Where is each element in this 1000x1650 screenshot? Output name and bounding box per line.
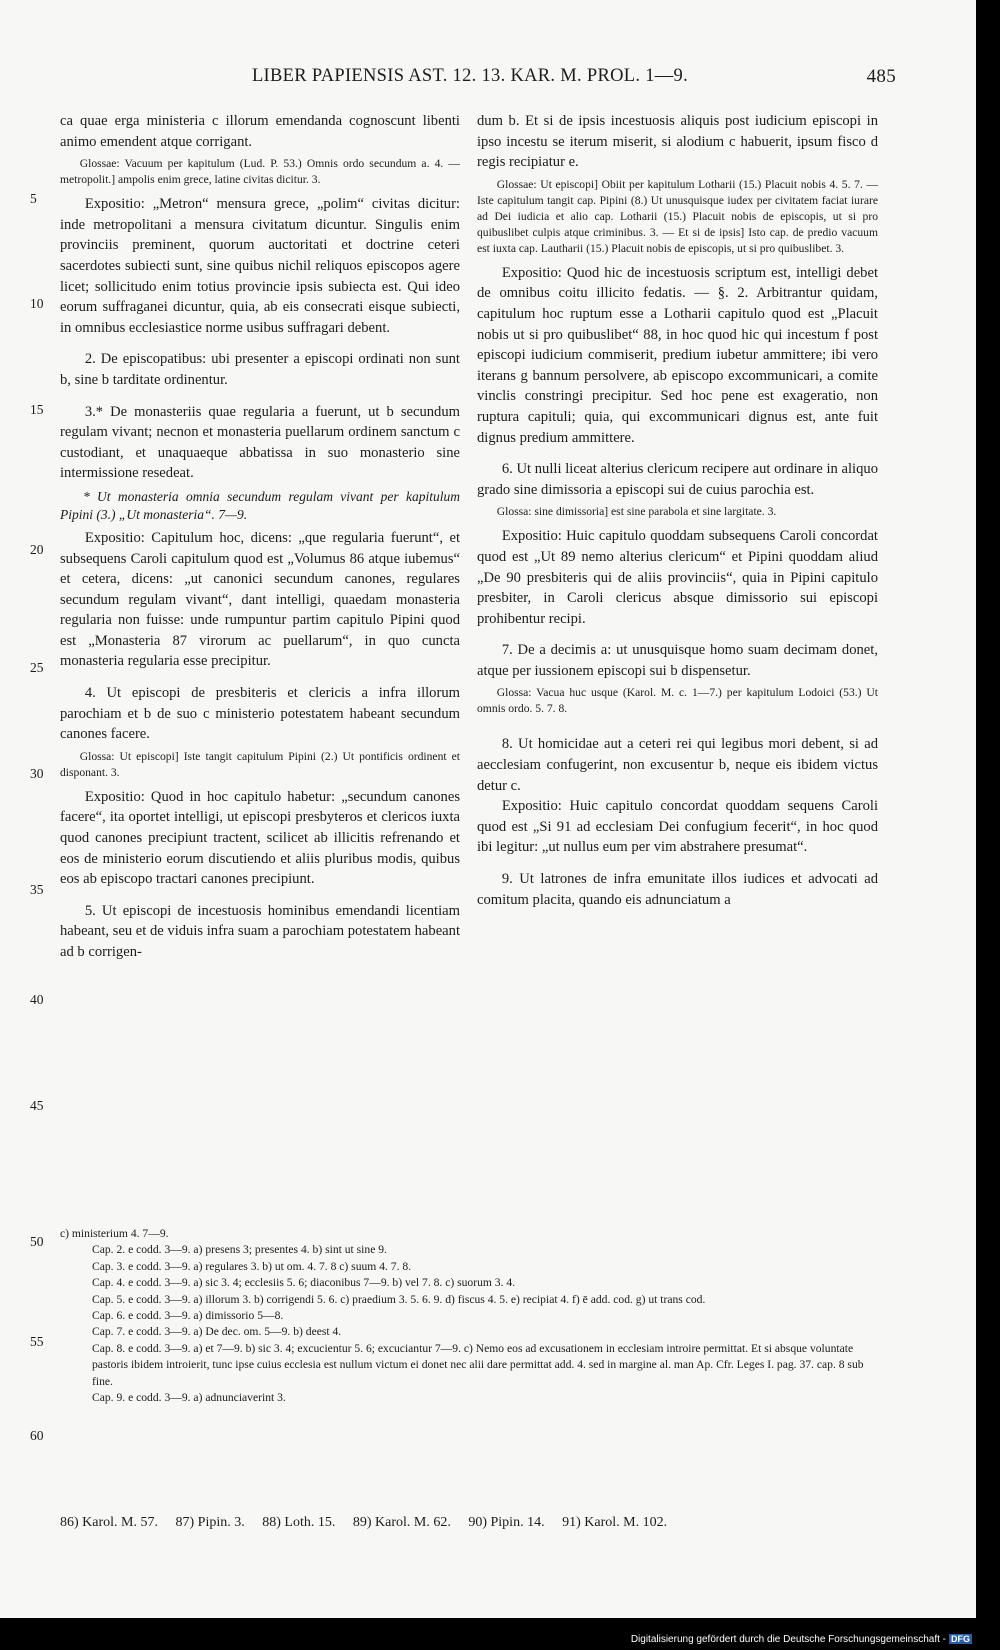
scan-border-right <box>976 0 1000 1650</box>
apparatus-line: Cap. 2. e codd. 3—9. a) presens 3; presentes 4. b) sint ut sine 9. <box>92 1243 387 1257</box>
apparatus-line: Cap. 4. e codd. 3—9. a) sic 3. 4; ecclesiis 5. 6; diaconibus 7—9. b) vel 7. 8. c) suorum 3. 4. <box>92 1276 516 1290</box>
line-number: 20 <box>30 542 44 557</box>
line-number: 40 <box>30 992 44 1007</box>
line-number: 45 <box>30 1098 44 1113</box>
paragraph: ca quae erga ministeria c illorum emendanda cognoscunt libenti animo emendent atque corrigant. <box>60 113 460 150</box>
apparatus-line: Cap. 5. e codd. 3—9. a) illorum 3. b) corrigendi 5. 6. c) praedium 3. 5. 6. 9. d) fiscus 4. 5. e) recipiat 4. f) ē add. cod. g) ut trans cod. <box>92 1292 706 1306</box>
glossae: Glossae: Ut episcopi] Obiit per kapitulum Lotharii (15.) Placuit nobis 4. 5. 7. — Iste capitulum tangit cap. Pipini (8.) Ut unusquisque iudex per civitatem faciat iurare ad Dei iudicia et alio cap. Lotharii (15.) Placuit nobis de episcopis, ut si pro quibuslibet culpis atque criminibus. 3. — Et si de ipsis] Isto cap. de predio vacuum est iuxta cap. Lautharii (15.) Placuit nobis de episcopis, ut si pro quibuslibet. 3. <box>477 177 878 255</box>
right-column <box>477 111 878 910</box>
glossa: Glossa: Ut episcopi] Iste tangit capitulum Pipini (2.) Ut pontificis ordinent et disponant. 3. <box>60 749 460 779</box>
line-number: 35 <box>30 882 44 897</box>
reference: 89) Karol. M. 62. <box>352 1515 451 1530</box>
dfg-logo-icon: DFG <box>951 1634 970 1644</box>
chapter-9: 9. Ut latrones de infra emunitate illos iudices et advocati ad comitum placita, quando eis adnunciatum a <box>477 871 878 908</box>
chapter-4: 4. Ut episcopi de presbiteris et clericis a infra illorum parochiam et b de suo c ministerio potestatem habeant secundum canones facere. <box>60 685 460 743</box>
paragraph: dum b. Et si de ipsis incestuosis aliquis post iudicium episcopi in ipso incestu se iterum miserit, si alodium c habuerit, ipsum fisco d regis recipiatur e. <box>477 113 878 171</box>
reference: 87) Pipin. 3. <box>175 1515 245 1530</box>
footer-text: Digitalisierung gefördert durch die Deutsche Forschungsgemeinschaft - <box>630 1634 946 1645</box>
apparatus-line: Cap. 7. e codd. 3—9. a) De dec. om. 5—9. b) deest 4. <box>92 1325 342 1339</box>
line-number: 10 <box>30 296 44 311</box>
apparatus-line: Cap. 9. e codd. 3—9. a) adnunciaverint 3. <box>92 1391 286 1405</box>
chapter-3: 3.* De monasteriis quae regularia a fuerunt, ut b secundum regulam vivant; necnon et monasteria puellarum ordinem sanctum c custodiant, et unaquaeque abbatissa in suo monasterio sine intermissione resedeat. <box>60 403 460 482</box>
running-title: LIBER PAPIENSIS AST. 12. 13. KAR. M. PROL. 1—9. <box>251 66 689 86</box>
expositio: Expositio: Capitulum hoc, dicens: „que regularia fuerunt“, et subsequens Caroli capitulum quod est „Volumus 86 atque iubemus“ et cetera, dicens: „ut canonici secundum canones, regulares secundum regulam vivant“, dant intelligi, quaedam monasteria regularia non fuisse: unde rumpuntur partim capitulo Pipini quod est „Monasteria 87 virorum ac puellarum“, in quo cuncta monasteria regularia esse precipitur. <box>60 529 460 670</box>
chapter-5: 5. Ut episcopi de incestuosis hominibus emendandi licentiam habeant, seu et de viduis infra suam a parochiam potestatem habeant ad b corrigen- <box>60 902 460 960</box>
expositio: Expositio: Quod hic de incestuosis scriptum est, intelligi debet de omnibus coitu illicito fedatis. — §. 2. Arbitrantur quidam, capitulum hoc ruptum esse a Lotharii capitulo quod est „Placuit nobis ut si pro quibuslibet“ 88, in hoc quod hic qui incestum f post episcopi iudicium commiserit, predium iubetur ammittere; ibi vero iterans g bannum persolvere, ab episcopo excommunicari, a comite vinclis constringi precipitur. Sed hoc pene est exageratio, non ruptura capituli; quia, qui excommunicari dignus est, ante fuit dignus predium ammittere. <box>477 264 878 446</box>
left-column <box>60 111 460 963</box>
critical-apparatus <box>60 1226 880 1406</box>
page-number: 485 <box>866 66 896 87</box>
chapter-3-note: * Ut monasteria omnia secundum regulam vivant per kapitulum Pipini (3.) „Ut monasteria“. 7—9. <box>60 488 460 522</box>
chapter-6: 6. Ut nulli liceat alterius clericum recipere aut ordinare in aliquo grado sine dimissoria a episcopi sui de cuius parochia est. <box>477 461 878 498</box>
apparatus-line: Cap. 3. e codd. 3—9. a) regulares 3. b) ut om. 4. 7. 8 c) suum 4. 7. 8. <box>92 1259 412 1273</box>
chapter-8: 8. Ut homicidae aut a ceteri rei qui legibus mori debent, si ad aecclesiam confugerint, non excusentur b, neque eis ibidem victus detur c. <box>477 736 878 794</box>
reference: 90) Pipin. 14. <box>468 1515 545 1530</box>
reference: 91) Karol. M. 102. <box>562 1515 668 1530</box>
glossae: Glossae: Vacuum per kapitulum (Lud. P. 53.) Omnis ordo secundum a. 4. — metropolit.] ampolis enim grece, latine civitas dicitur. 3. <box>60 157 460 187</box>
line-number: 25 <box>30 660 44 675</box>
line-number: 50 <box>30 1234 44 1249</box>
reference-notes <box>60 1515 880 1531</box>
expositio: Expositio: Quod in hoc capitulo habetur: „secundum canones facere“, ita oportet intelligi, ut episcopi presbyteros et clericos iuxta quod canones precipiunt tractent, scilicet ab illicitis refrenando et eos de ministerio eorum discutiendo et aliis pluribus modis, quibus eos ab episcopo tractari canones precipiunt. <box>60 788 460 888</box>
reference: 88) Loth. 15. <box>262 1515 336 1530</box>
line-number: 60 <box>30 1428 44 1443</box>
apparatus-line: Cap. 8. e codd. 3—9. a) et 7—9. b) sic 3. 4; excucientur 5. 6; excuciantur 7—9. c) Nemo eos ad excusationem in ecclesiam introire permittat. Et si absque voluntate pastoris ibidem introierit, tunc ipse cuius ecclesia est nullum victum ei donet nec alii dare permittat add. 4. sed in margine al. man Ap. Cfr. Leges I. pag. 37. cap. 8 sub fine. <box>92 1341 864 1388</box>
line-number: 15 <box>30 402 44 417</box>
chapter-7: 7. De a decimis a: ut unusquisque homo suam decimam donet, atque per iussionem episcopi sui b dispensetur. <box>477 642 878 679</box>
line-number: 5 <box>30 191 37 206</box>
funding-footer <box>631 1634 972 1645</box>
reference: 86) Karol. M. 57. <box>60 1515 158 1530</box>
expositio: Expositio: Huic capitulo quoddam subsequens Caroli concordat quod est „Ut 89 nemo alterius clericum“ et Pipini quoddam aliud „De 90 presbiteris qui de aliis provinciis“, quia in Pipini capitulo presbiter, in Caroli clericus absque dimissorio sui episcopi prohibentur recipi. <box>477 528 878 627</box>
chapter-2: 2. De episcopatibus: ubi presenter a episcopi ordinati non sunt b, sine b tarditate ordinentur. <box>60 351 460 388</box>
line-number: 55 <box>30 1334 44 1349</box>
line-number: 30 <box>30 766 44 781</box>
glossa: Glossa: Vacua huc usque (Karol. M. c. 1—7.) per kapitulum Lodoici (53.) Ut omnis ordo. 5. 7. 8. <box>477 686 878 716</box>
expositio: Expositio: Huic capitulo concordat quoddam sequens Caroli quod est „Si 91 ad ecclesiam Dei confugium fecerit“, in hoc quod ibi legitur: „ut nullus eum per vim abstrahere presumat“. <box>477 798 878 856</box>
expositio: Expositio: „Metron“ mensura grece, „polim“ civitas dicitur: inde metropolitani a mensura civitatum dicuntur. Singulis enim provinciis preminent, quorum auctoritati et doctrine ceteri sacerdotes subiecti sunt, sine quibus nichil reliquos episcopos agere licet; sollicitudo enim totius provincie ipsis subiecta est. Qui ideo eorum suffraganei dicuntur, quia, ab eis consecrati eisque subiecti, in omnibus ecclesiastice norme usibus suffragari debent. <box>60 196 460 336</box>
glossa: Glossa: sine dimissoria] est sine parabola et sine largitate. 3. <box>496 505 777 519</box>
apparatus-line: c) ministerium 4. 7—9. <box>60 1227 169 1240</box>
apparatus-line: Cap. 6. e codd. 3—9. a) dimissorio 5—8. <box>92 1309 284 1323</box>
